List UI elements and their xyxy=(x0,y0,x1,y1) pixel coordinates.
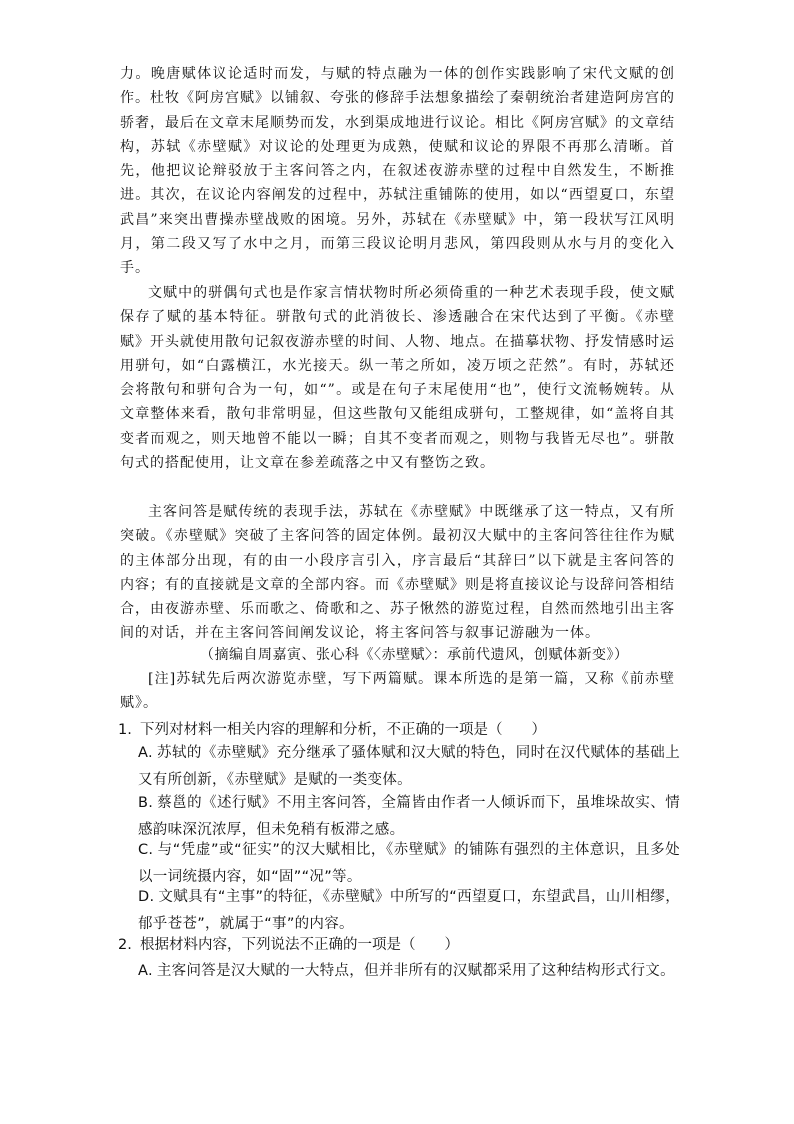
option-text: 文赋具有“主事”的特征，《赤壁赋》中所写的“西望夏口，东望武昌，山川相缪，郁乎苍苍”，就属于“事”的内容。 xyxy=(138,889,680,932)
option-text: 蔡邕的《述行赋》不用主客问答，全篇皆由作者一人倾诉而下，虽堆垛故实、情感韵味深沉浓厚，但未免稍有板滞之感。 xyxy=(138,795,680,838)
passage-note: [注]苏轼先后两次游览赤壁，写下两篇赋。课本所选的是第一篇，又称《前赤壁赋》。 xyxy=(120,671,675,712)
question-1-option-c xyxy=(138,837,680,891)
option-letter: A. xyxy=(138,963,153,979)
option-letter: A. xyxy=(138,745,153,761)
question-text: 下列对材料一相关内容的理解和分析，不正确的一项是 xyxy=(140,722,488,738)
passage-source-citation: （摘编自周嘉寅、张心科《〈赤壁赋〉：承前代遗风，创赋体新变》） xyxy=(200,647,629,663)
passage-paragraph-2: 文赋中的骈偶句式也是作家言情状物时所必须倚重的一种艺术表现手段，使文赋保存了赋的基本特征。骈散句式的此消彼长、渗透融合在宋代达到了平衡。《赤壁赋》开头就使用散句记叙夜游赤壁的时间、人物、地点。在描摹状物、抒发情感时运用骈句，如“白露横江，水光接天。纵一苇之所如，凌万顷之茫然”。有时，苏轼还会将散句和骈句合为一句，如“”。或是在句子末尾使用“也”，使行文流畅婉转。从文章整体来看，散句非常明显，但这些散句又能组成骈句，工整规律，如“盖将自其变者而观之，则天地曾不能以一瞬；自其不变者而观之，则物与我皆无尽也”。骈散句式的搭配使用，让文章在参差疏落之中又有整饬之致。 xyxy=(120,285,675,472)
question-number: 1. xyxy=(118,722,132,738)
question-1-option-a xyxy=(138,740,680,794)
option-text: 与“凭虚”或“征实”的汉大赋相比，《赤壁赋》的铺陈有强烈的主体意识，且多处以一词统摄内容，如“固”“况”等。 xyxy=(138,842,680,885)
answer-blank: （ ） xyxy=(488,722,546,738)
question-1-option-d xyxy=(138,884,680,938)
option-letter: B. xyxy=(138,795,154,811)
question-2-stem xyxy=(118,933,678,958)
question-2-option-a xyxy=(138,958,680,985)
option-letter: C. xyxy=(138,842,154,858)
question-number: 2. xyxy=(118,937,132,953)
question-text: 根据材料内容，下列说法不正确的一项是 xyxy=(140,937,401,953)
option-text: 主客问答是汉大赋的一大特点，但并非所有的汉赋都采用了这种结构形式行文。 xyxy=(156,963,675,979)
option-letter: D. xyxy=(138,889,155,905)
answer-blank: （ ） xyxy=(401,937,459,953)
question-1-option-b xyxy=(138,790,680,844)
passage-paragraph-1: 力。晚唐赋体议论适时而发，与赋的特点融为一体的创作实践影响了宋代文赋的创作。杜牧《阿房宫赋》以铺叙、夸张的修辞手法想象描绘了秦朝统治者建造阿房宫的骄奢，最后在文章末尾顺势而发，水到渠成地进行议论。相比《阿房宫赋》的文章结构，苏轼《赤壁赋》对议论的处理更为成熟，使赋和议论的界限不再那么清晰。首先，他把议论辩驳放于主客问答之内，在叙述夜游赤壁的过程中自然发生，不断推进。其次，在议论内容阐发的过程中，苏轼注重铺陈的使用，如以“西望夏口，东望武昌”来突出曹操赤壁战败的困境。另外，苏轼在《赤壁赋》中，第一段状写江风明月，第二段又写了水中之月，而第三段议论明月悲风，第四段则从水与月的变化入手。 xyxy=(120,66,675,277)
option-text: 苏轼的《赤壁赋》充分继承了骚体赋和汉大赋的特色，同时在汉代赋体的基础上又有所创新，《赤壁赋》是赋的一类变体。 xyxy=(138,745,680,788)
passage-paragraph-3: 主客问答是赋传统的表现手法，苏轼在《赤壁赋》中既继承了这一特点，又有所突破。《赤壁赋》突破了主客问答的固定体例。最初汉大赋中的主客问答往往作为赋的主体部分出现，有的由一小段序言引入，序言最后“其辞曰”以下就是主客问答的内容；有的直接就是文章的全部内容。而《赤壁赋》则是将直接议论与设辞问答相结合，由夜游赤壁、乐而歌之、倚歌和之、苏子愀然的游览过程，自然而然地引出主客间的对话，并在主客问答间阐发议论，将主客问答与叙事记游融为一体。 xyxy=(120,504,675,642)
